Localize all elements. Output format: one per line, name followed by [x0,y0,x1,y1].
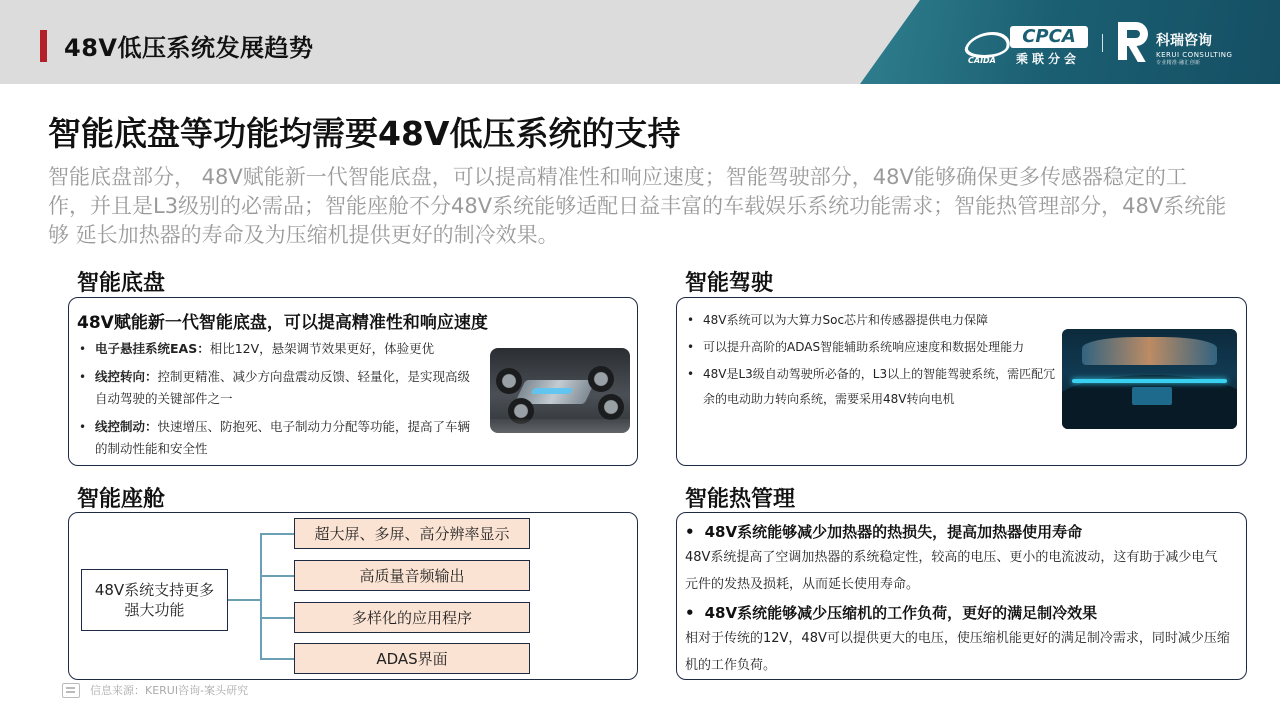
chassis-list [77,338,477,466]
thermal-point-title: • 48V系统能够减少加热器的热损失，提高加热器使用寿命 [685,521,1082,542]
header-accent-bar [40,30,47,62]
cockpit-image [1062,329,1237,429]
connector-line [260,533,294,535]
cabin-feature-box: 超大屏、多屏、高分辨率显示 [294,518,530,549]
kerui-logo-cn: 科瑞咨询 [1156,33,1212,49]
cpca-logo-mark-icon [961,32,1014,58]
list-item: • 电子悬挂系统EAS：相比12V，悬架调节效果更好，体验更优 [77,338,477,360]
kerui-logo-en-sub: 专业精准·融汇创新 [1156,60,1201,66]
kerui-logo-en: KERUI CONSULTING [1156,51,1233,59]
thermal-panel [676,512,1247,680]
cabin-heading: 智能座舱 [77,487,166,512]
cpca-logo-tagline: CAIDA [968,56,996,65]
list-item: • 线控制动：快速增压、防抱死、电子制动力分配等功能，提高了车辆的制动性能和安全性 [77,416,477,460]
kerui-logo-text [1156,30,1232,66]
chassis-image [490,348,630,433]
intro-paragraph: 智能底盘部分， 48V赋能新一代智能底盘，可以提高精准性和响应速度；智能驾驶部分，48V能够确保更多传感器稳定的工作，并且是L3级别的必需品；智能座舱不分48V系统能够适配日益丰富的车载娱乐系统功能需求；智能热管理部分，48V系统能够 延长加热器的寿命及为压缩机提供更好的制冷效果。 [48,165,1227,247]
cabin-panel [68,512,638,680]
logo-divider [1102,34,1103,52]
source-text: 信息来源：KERUI咨询-案头研究 [90,684,249,697]
page-title: 智能底盘等功能均需要48V低压系统的支持 [48,114,681,153]
driving-heading: 智能驾驶 [685,271,774,296]
cpca-logo-text: CPCA [1010,26,1088,48]
footer-source [62,682,248,698]
connector-line [228,599,261,601]
connector-line [260,533,262,659]
cabin-feature-box: 多样化的应用程序 [294,602,530,633]
chassis-subtitle: 48V赋能新一代智能底盘，可以提高精准性和响应速度 [77,313,488,333]
list-item: • 可以提升高阶的ADAS智能辅助系统响应速度和数据处理能力 [685,335,1065,360]
thermal-point-body: 48V系统提高了空调加热器的系统稳定性，较高的电压、更小的电流波动，这有助于减少电气元件的发热及损耗，从而延长使用寿命。 [685,550,1218,592]
source-icon [62,683,80,698]
connector-line [260,575,294,577]
list-item: • 线控转向：控制更精准、减少方向盘震动反馈、轻量化，是实现高级自动驾驶的关键部件之一 [77,366,477,410]
connector-line [260,617,294,619]
cpca-logo-subtitle: 乘联分会 [1016,52,1081,66]
connector-line [260,658,294,660]
thermal-heading: 智能热管理 [685,487,796,512]
list-item: • 48V是L3级自动驾驶所必备的，L3以上的智能驾驶系统，需匹配冗余的电动助力转向系统，需要采用48V转向电机 [685,362,1065,412]
driving-panel [676,297,1247,466]
header-title: 48V低压系统发展趋势 [64,34,314,62]
kerui-logo-mark-icon [1116,20,1150,62]
cabin-feature-box: 高质量音频输出 [294,560,530,591]
chassis-heading: 智能底盘 [77,271,166,296]
thermal-point-title: • 48V系统能够减少压缩机的工作负荷，更好的满足制冷效果 [685,602,1097,623]
driving-list [685,308,1065,414]
cabin-feature-box: ADAS界面 [294,643,530,674]
chassis-panel [68,297,638,466]
cabin-root-node: 48V系统支持更多强大功能 [81,569,228,631]
cpca-logo [966,26,1092,66]
thermal-point-body: 相对于传统的12V，48V可以提供更大的电压，使压缩机能更好的满足制冷需求，同时减少压缩机的工作负荷。 [685,631,1230,673]
list-item: • 48V系统可以为大算力Soc芯片和传感器提供电力保障 [685,308,1065,333]
